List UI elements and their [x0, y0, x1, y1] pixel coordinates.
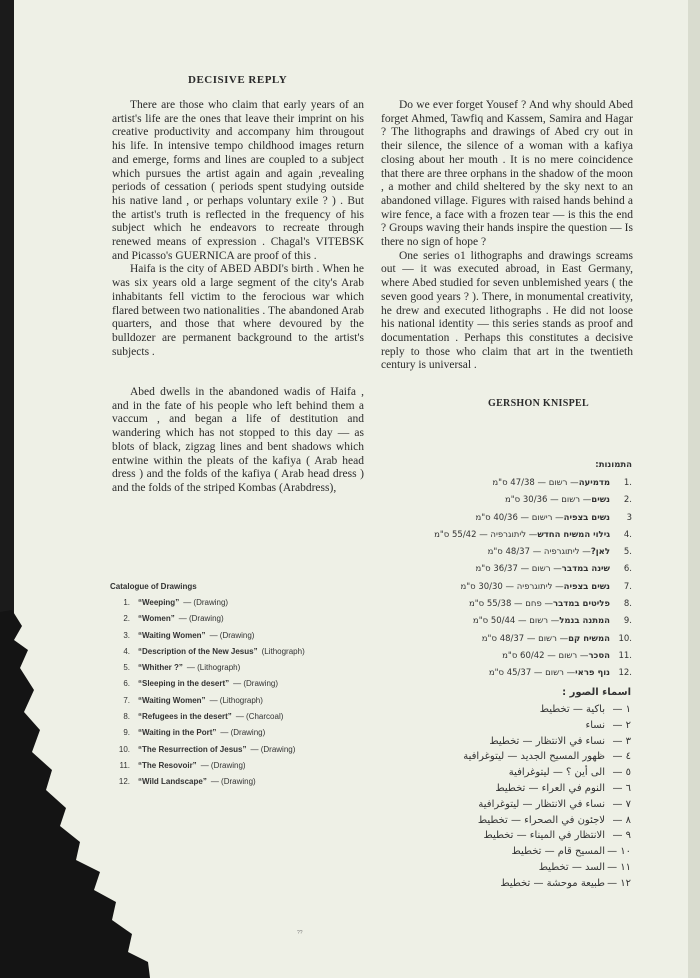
arabic-title: طبيعة موحشة — تخطيط: [500, 877, 605, 889]
hebrew-number: .1: [623, 478, 632, 488]
hebrew-number: .7: [623, 581, 632, 592]
arabic-title: الى أين ؟ — ليتوغرافية: [508, 767, 605, 779]
catalogue-number: 3.: [123, 630, 130, 640]
catalogue-medium: — (Lithograph): [209, 695, 263, 705]
text-column-left: [112, 99, 364, 359]
hebrew-details: — רשום — 48/37 ס"מ: [481, 633, 569, 644]
hebrew-title: נשים בצפיה: [563, 512, 610, 523]
arabic-title: لاجئون في الصحراء — تخطيط: [477, 814, 605, 826]
hebrew-title: המשיח קם: [568, 633, 610, 644]
catalogue-item: [110, 598, 305, 614]
arabic-title: السد — تخطيط: [538, 861, 605, 873]
hebrew-number: .6: [623, 564, 632, 575]
hebrew-title: גילוי המשיח החדש: [537, 529, 610, 540]
arabic-title: باكية — تخطيط: [539, 704, 605, 715]
hebrew-details: — רשום — 50/44 ס"מ: [472, 616, 560, 627]
catalogue-item: [110, 777, 305, 793]
paragraph: Haifa is the city of ABED ABDI's birth . When he was six years old a large segment of the city's Arab inhabitants fell victim to the ferocious war which flared between two nationalities . The abandoned Arab quarters, and those that where devoured by the bulldozer are permanent background to the artist's subjects .: [112, 263, 364, 358]
arabic-title: نساء في الانتظار — ليتوغرافية: [478, 798, 605, 810]
hebrew-title: לאן?: [590, 547, 610, 558]
author-name: GERSHON KNISPEL: [488, 398, 589, 409]
catalogue-medium: — (Drawing): [210, 777, 256, 787]
arabic-item: [455, 878, 631, 894]
catalogue-title: “Refugees in the desert”: [138, 712, 232, 722]
hebrew-item: [400, 564, 632, 581]
catalogue-title: “Whither ?”: [138, 663, 183, 673]
hebrew-details: — רשום — 45/37 ס"מ: [488, 668, 576, 679]
arabic-number: ١١ —: [607, 861, 631, 873]
arabic-number: ٤ —: [612, 751, 631, 763]
arabic-item: [455, 704, 631, 720]
arabic-item: [455, 767, 631, 783]
paragraph: Abed dwells in the abandoned wadis of Haifa , and in the fate of his people who left behind them a vaccum , and began a life of destitution and wandering which has not stopped to this day — as blots of black, zigzag lines and bent shadows which entwine within the pleats of the kafiya ( Arab head dress ) and the folds of the kafiya ( Arab head dress ) and the folds of the striped Kombas (Arabdress),: [112, 386, 364, 494]
catalogue-item: [110, 663, 305, 679]
hebrew-list: [400, 460, 632, 686]
hebrew-number: .9: [623, 616, 632, 627]
arabic-number: ٥ —: [612, 767, 631, 779]
catalogue-title: “Wild Landscape”: [138, 777, 207, 787]
catalogue-title: “Waiting Women”: [138, 695, 206, 705]
catalogue-medium: — (Drawing): [200, 760, 246, 770]
arabic-title: المسيح قام — تخطيط: [511, 846, 605, 858]
catalogue-list: [110, 582, 305, 794]
hebrew-title: נשים בצפיה: [563, 581, 610, 592]
arabic-title: الانتظار في الميناء — تخطيط: [483, 830, 605, 842]
catalogue-item: [110, 712, 305, 728]
arabic-title: نساء: [585, 719, 605, 731]
catalogue-title: “Weeping”: [138, 598, 180, 607]
arabic-item: [455, 830, 631, 846]
catalogue-title: “Sleeping in the desert”: [138, 679, 230, 689]
page-mark: ??: [297, 930, 303, 936]
hebrew-item: [400, 495, 632, 512]
hebrew-details: — ליתוגרפיה — 48/37 ס"מ: [487, 547, 591, 558]
catalogue-number: 5.: [123, 663, 130, 673]
hebrew-details: — רישום — 40/36 ס"מ: [475, 512, 564, 523]
catalogue-number: 10.: [118, 744, 130, 754]
catalogue-medium: — (Drawing): [209, 630, 255, 640]
hebrew-number: .11: [618, 650, 632, 661]
arabic-heading: اسماء الصور :: [562, 687, 631, 698]
catalogue-item: [110, 696, 305, 712]
catalogue-heading: Catalogue of Drawings: [110, 582, 197, 591]
hebrew-item: [400, 616, 632, 633]
hebrew-number: 3: [626, 512, 632, 523]
hebrew-number: .2: [623, 495, 632, 506]
arabic-item: [455, 815, 631, 831]
arabic-number: ٣ —: [612, 735, 631, 747]
arabic-item: [455, 751, 631, 767]
hebrew-title: המתנה בנמל: [559, 616, 610, 627]
catalogue-item: [110, 679, 305, 695]
text-column-right: [381, 99, 633, 373]
article-title: DECISIVE REPLY: [188, 74, 288, 86]
catalogue-number: 6.: [123, 679, 130, 689]
hebrew-item: [400, 513, 632, 530]
hebrew-details: — פחם — 55/38 ס"מ: [468, 599, 553, 610]
catalogue-item: [110, 631, 305, 647]
paragraph: Do we ever forget Yousef ? And why should Abed forget Ahmed, Tawfiq and Kassem, Samira and Hagar ? The lithographs and drawings of Abed cry out in their silence, the silence of a woman with a kafiya closing about her mouth . It is no mere coincidence that there are three orphans in the shadow of the moon , a mother and child sheltered by the sky next to an abandoned village. Figures with raised hands behind a wire fence, a face with a frozen tear — is this the end ? Groups waving their hands inspire the question — Is there no sign of hope ?: [381, 99, 633, 249]
catalogue-item: [110, 647, 305, 663]
arabic-number: ٢ —: [612, 719, 631, 731]
arabic-number: ١ —: [612, 704, 631, 715]
hebrew-details: — רשום — 36/37 ס"מ: [475, 564, 562, 575]
hebrew-number: .5: [623, 547, 632, 558]
hebrew-details: — רשום — 30/36 ס"מ: [504, 495, 592, 506]
hebrew-item: [400, 582, 632, 599]
catalogue-title: “Women”: [138, 614, 175, 624]
catalogue-medium: — (Charcoal): [235, 712, 284, 722]
catalogue-medium: — (Drawing): [183, 598, 229, 607]
catalogue-number: 12.: [118, 777, 130, 787]
hebrew-number: .10: [618, 633, 632, 644]
hebrew-item: [400, 634, 632, 651]
arabic-item: [455, 736, 631, 752]
catalogue-number: 1.: [123, 598, 130, 607]
hebrew-title: פליטים במדבר: [552, 599, 610, 610]
hebrew-details: — ליתוגרפיה — 55/42 ס"מ: [434, 529, 538, 540]
hebrew-item: [400, 651, 632, 668]
arabic-number: ١٢ —: [607, 877, 631, 889]
catalogue-title: “Description of the New Jesus”: [138, 646, 258, 656]
arabic-title: النوم في العراء — تخطيط: [495, 782, 605, 794]
hebrew-number: .8: [623, 599, 632, 610]
catalogue-medium: — (Drawing): [250, 744, 296, 754]
arabic-number: ٧ —: [612, 798, 631, 810]
hebrew-number: .12: [618, 668, 632, 679]
paragraph: There are those who claim that early years of an artist's life are the ones that leave their imprint on his creative productivity and accompany him througout his life. In intensive tempo childhood images return and emerge, forms and lines are coupled to a subject which pursues the artist again and again ,revealing periods of cessation ( periods spent studying outside his native land , or perhaps voluntary exile ? ) . But the artist's truth is reflected in the frequency of his subject which he endeavors to recreate through renewed means of expression . Chagal's VITEBSK and Picasso's GUERNICA are proof of this .: [112, 99, 364, 262]
hebrew-details: — רשום — 60/42 ס"מ: [502, 650, 589, 661]
hebrew-number: .4: [623, 529, 632, 540]
catalogue-item: [110, 728, 305, 744]
hebrew-title: הסכר: [588, 650, 610, 661]
catalogue-item: [110, 614, 305, 630]
catalogue-number: 4.: [123, 646, 130, 656]
catalogue-title: “Waiting in the Port”: [138, 728, 217, 738]
arabic-number: ١٠ —: [607, 846, 631, 858]
hebrew-title: מדמיעה: [578, 478, 610, 488]
catalogue-number: 11.: [119, 760, 130, 770]
catalogue-number: 9.: [123, 728, 130, 738]
arabic-title: ظهور المسيح الجديد — ليتوغرافية: [463, 751, 605, 763]
hebrew-heading: התמונות:: [595, 460, 632, 470]
arabic-list: [455, 687, 631, 894]
hebrew-item: [400, 668, 632, 685]
arabic-item: [455, 783, 631, 799]
text-column-left-lower: [112, 386, 364, 496]
hebrew-item: [400, 599, 632, 616]
catalogue-item: [110, 761, 305, 777]
catalogue-medium: — (Lithograph): [186, 663, 241, 673]
catalogue-number: 8.: [123, 712, 130, 722]
hebrew-title: נוף פראי: [575, 668, 610, 679]
hebrew-item: [400, 547, 632, 564]
hebrew-item: [400, 530, 632, 547]
catalogue-title: “Waiting Women”: [138, 630, 206, 640]
catalogue-number: 7.: [123, 695, 130, 705]
catalogue-medium: — (Drawing): [220, 728, 266, 738]
hebrew-details: — רשום — 47/38 ס"מ: [492, 478, 579, 488]
hebrew-title: נשים: [591, 495, 610, 506]
arabic-number: ٨ —: [612, 814, 631, 826]
hebrew-details: — ליתוגרפיה — 30/30 ס"מ: [460, 581, 564, 592]
catalogue-medium: (Lithograph): [261, 646, 305, 656]
arabic-item: [455, 720, 631, 736]
catalogue-medium: — (Drawing): [178, 614, 224, 624]
arabic-item: [455, 862, 631, 878]
arabic-title: نساء في الانتظار — تخطيط: [489, 735, 605, 747]
catalogue-title: “The Resurrection of Jesus”: [138, 744, 247, 754]
catalogue-item: [110, 745, 305, 761]
catalogue-number: 2.: [123, 614, 130, 624]
hebrew-title: שינה במדבר: [561, 564, 610, 575]
arabic-number: ٦ —: [612, 782, 631, 794]
catalogue-title: “The Resovoir”: [138, 760, 197, 770]
arabic-item: [455, 799, 631, 815]
arabic-item: [455, 846, 631, 862]
hebrew-item: [400, 478, 632, 495]
arabic-number: ٩ —: [612, 830, 631, 842]
catalogue-medium: — (Drawing): [233, 679, 279, 689]
paragraph: One series o1 lithographs and drawings screams out — it was executed abroad, in East Germany, where Abed studied for seven unblemished years ( the seven good years ? ). There, in monumental creativity, he drew and executed lithographs . He did not loose his national identity — this series stands as proof and documentation . Perhaps this constitutes a decisive reply to those who claim that art in the twentieth century is universal .: [381, 249, 633, 372]
